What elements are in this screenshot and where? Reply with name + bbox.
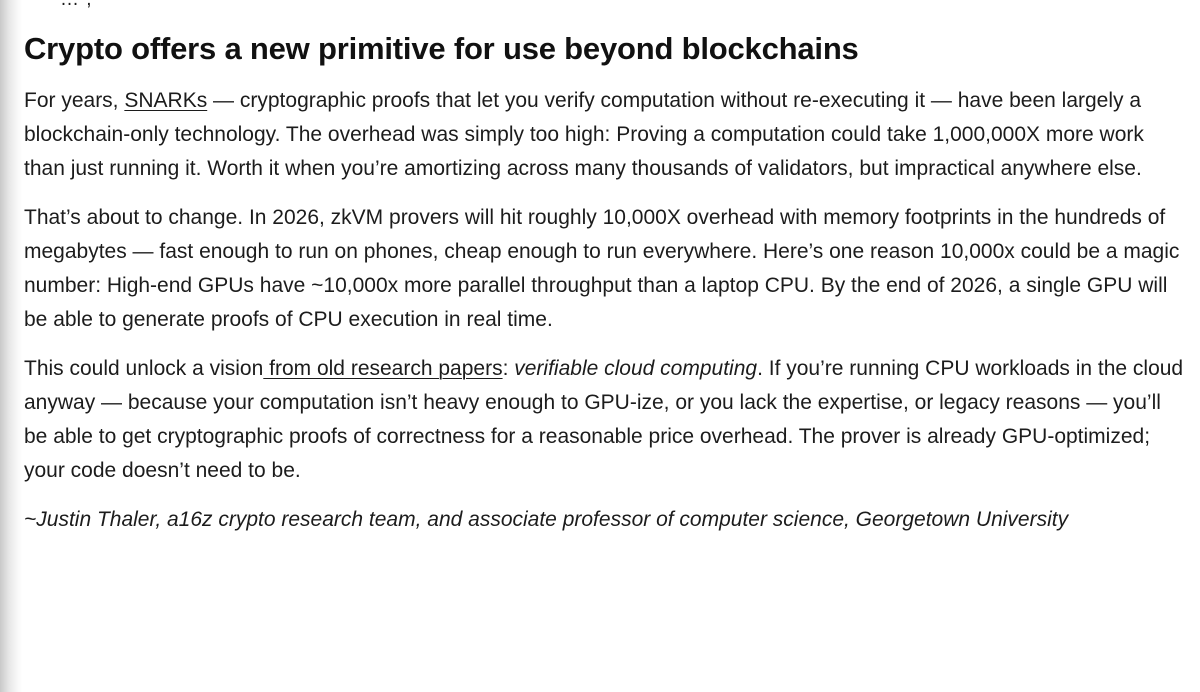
p1-text-start: For years, — [24, 89, 125, 112]
section-heading: Crypto offers a new primitive for use beyond blockchains — [24, 31, 859, 66]
paragraph-zkvm: That’s about to change. In 2026, zkVM provers will hit roughly 10,000X overhead with memory footprints in the hundreds of megabytes — fast enough to run on phones, cheap enough to run everywhere. Here’s one reason 10,000x could be a magic number: High-end GPUs have ~10,000x more parallel throughput than a laptop CPU. By the end of 2026, a single GPU will be able to generate proofs of CPU execution in real time. — [24, 206, 1180, 331]
p3-text-start: This could unlock a vision — [24, 357, 264, 380]
verifiable-cloud-emphasis: verifiable cloud computing — [514, 357, 758, 380]
author-attribution: ~Justin Thaler, a16z crypto research team, and associate professor of computer science, Georgetown University — [24, 508, 1069, 531]
paragraph-snarks — [24, 84, 1184, 186]
snarks-link[interactable]: SNARKs — [124, 89, 208, 112]
clipped-previous-text — [60, 0, 93, 7]
p1-text-rest: — cryptographic proofs that let you verify computation without re-executing it — have been largely a blockchain-only technology. The overhead was simply too high: Proving a computation could take 1,000,000X more work than just running it. Worth it when you’re amortizing across many thousands of validators, but impractical anywhere else. — [24, 89, 1144, 180]
p3-colon: : — [502, 357, 515, 380]
paragraph-verifiable-cloud — [24, 352, 1184, 488]
article-section — [24, 28, 1184, 537]
research-papers-link[interactable]: from old research papers — [263, 357, 503, 380]
p3-text-rest: . If you’re running CPU workloads in the cloud anyway — because your computation isn’t heavy enough to GPU-ize, or you lack the expertise, or legacy reasons — you’ll be able to get cryptographic proofs of correctness for a reasonable price overhead. The prover is already GPU-optimized; your code doesn’t need to be. — [24, 357, 1184, 482]
page-edge-shadow — [0, 0, 22, 692]
